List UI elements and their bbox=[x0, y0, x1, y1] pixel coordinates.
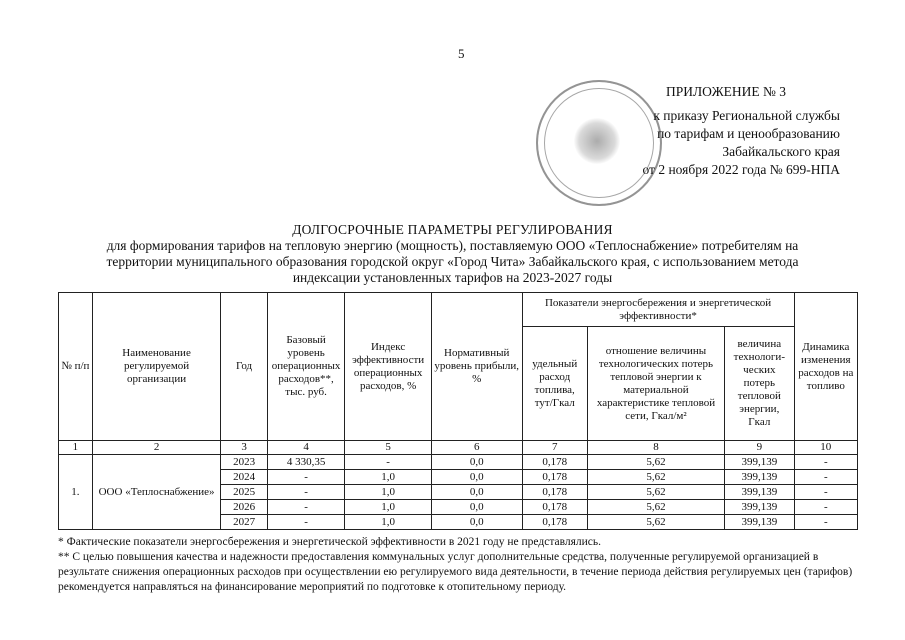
cell-ratio: 5,62 bbox=[587, 470, 724, 485]
header-efficiency-index: Индекс эффективности операционных расходов, % bbox=[345, 293, 431, 441]
cell-base: - bbox=[267, 485, 345, 500]
footnote-2: ** С целью повышения качества и надежности предоставления коммунальных услуг дополнительные средства, полученные регулируемой организацией в результате снижения операционных расходов при осуществлении ею регулируемого вида деятельности, в течение периода действия регулируемых цен (тарифов) рекомендуется направляться на финансирование мероприятий по подготовке к отопительному периоду. bbox=[58, 551, 853, 593]
header-energy-group: Показатели энергосбережения и энергетической эффективности* bbox=[522, 293, 794, 327]
cell-index: 1,0 bbox=[345, 500, 431, 515]
cell-base: - bbox=[267, 515, 345, 530]
header-year: Год bbox=[221, 293, 267, 441]
document-title bbox=[40, 222, 865, 286]
column-number: 7 bbox=[522, 441, 587, 455]
header-profit-level: Нормативный уровень прибыли, % bbox=[431, 293, 522, 441]
cell-year: 2023 bbox=[221, 455, 267, 470]
title-line: для формирования тарифов на тепловую энергию (мощность), поставляемую ООО «Теплоснабжение» потребителям на bbox=[106, 238, 799, 253]
cell-ratio: 5,62 bbox=[587, 500, 724, 515]
header-fuel-consumption: удельный расход топлива, тут/Гкал bbox=[522, 327, 587, 441]
cell-dynamics: - bbox=[794, 485, 857, 500]
footnotes bbox=[58, 535, 858, 595]
cell-year: 2025 bbox=[221, 485, 267, 500]
appendix-heading: ПРИЛОЖЕНИЕ № 3 bbox=[666, 84, 787, 99]
header-fuel-dynamics: Динамика изменения расходов на топливо bbox=[794, 293, 857, 441]
cell-profit: 0,0 bbox=[431, 485, 522, 500]
header-losses: величина технологи-ческих потерь тепловой энергии, Гкал bbox=[725, 327, 795, 441]
cell-ratio: 5,62 bbox=[587, 485, 724, 500]
parameters-table bbox=[58, 292, 858, 530]
column-number: 10 bbox=[794, 441, 857, 455]
column-number: 1 bbox=[59, 441, 93, 455]
column-number: 2 bbox=[92, 441, 221, 455]
cell-losses: 399,139 bbox=[725, 455, 795, 470]
cell-index: 1,0 bbox=[345, 485, 431, 500]
cell-profit: 0,0 bbox=[431, 500, 522, 515]
cell-base: 4 330,35 bbox=[267, 455, 345, 470]
cell-year: 2024 bbox=[221, 470, 267, 485]
appendix-line: по тарифам и ценообразованию bbox=[657, 126, 840, 141]
appendix-block bbox=[600, 83, 840, 179]
cell-year: 2026 bbox=[221, 500, 267, 515]
column-number: 9 bbox=[725, 441, 795, 455]
cell-losses: 399,139 bbox=[725, 485, 795, 500]
cell-ratio: 5,62 bbox=[587, 455, 724, 470]
cell-profit: 0,0 bbox=[431, 470, 522, 485]
title-line: индексации установленных тарифов на 2023-2027 годы bbox=[292, 270, 613, 285]
cell-base: - bbox=[267, 470, 345, 485]
cell-fuel: 0,178 bbox=[522, 515, 587, 530]
cell-fuel: 0,178 bbox=[522, 485, 587, 500]
appendix-line: к приказу Региональной службы bbox=[653, 108, 840, 123]
header-organization: Наименование регулируемой организации bbox=[92, 293, 221, 441]
column-number: 3 bbox=[221, 441, 267, 455]
row-number: 1. bbox=[59, 455, 93, 530]
column-number: 6 bbox=[431, 441, 522, 455]
header-loss-ratio: отношение величины технологических потерь тепловой энергии к материальной характеристике тепловой сети, Гкал/м² bbox=[587, 327, 724, 441]
cell-fuel: 0,178 bbox=[522, 470, 587, 485]
cell-dynamics: - bbox=[794, 515, 857, 530]
organization-name: ООО «Теплоснабжение» bbox=[92, 455, 221, 530]
cell-profit: 0,0 bbox=[431, 515, 522, 530]
cell-year: 2027 bbox=[221, 515, 267, 530]
appendix-line: Забайкальского края bbox=[722, 144, 840, 159]
cell-index: - bbox=[345, 455, 431, 470]
cell-index: 1,0 bbox=[345, 470, 431, 485]
table-row bbox=[59, 455, 858, 470]
column-number: 5 bbox=[345, 441, 431, 455]
header-base-level: Базовый уровень операционных расходов**, тыс. руб. bbox=[267, 293, 345, 441]
cell-losses: 399,139 bbox=[725, 515, 795, 530]
appendix-line: от 2 ноября 2022 года № 699-НПА bbox=[642, 162, 840, 177]
cell-dynamics: - bbox=[794, 500, 857, 515]
cell-fuel: 0,178 bbox=[522, 500, 587, 515]
column-number: 4 bbox=[267, 441, 345, 455]
cell-profit: 0,0 bbox=[431, 455, 522, 470]
title-main: ДОЛГОСРОЧНЫЕ ПАРАМЕТРЫ РЕГУЛИРОВАНИЯ bbox=[292, 222, 613, 237]
cell-dynamics: - bbox=[794, 455, 857, 470]
footnote-1: * Фактические показатели энергосбережения и энергетической эффективности в 2021 году не представлялись. bbox=[58, 536, 602, 548]
page-number: 5 bbox=[458, 46, 465, 61]
header-num: № п/п bbox=[59, 293, 93, 441]
cell-losses: 399,139 bbox=[725, 470, 795, 485]
cell-index: 1,0 bbox=[345, 515, 431, 530]
column-number: 8 bbox=[587, 441, 724, 455]
title-line: территории муниципального образования городской округ «Город Чита» Забайкальского края, с использованием метода bbox=[106, 254, 799, 269]
cell-fuel: 0,178 bbox=[522, 455, 587, 470]
cell-losses: 399,139 bbox=[725, 500, 795, 515]
cell-ratio: 5,62 bbox=[587, 515, 724, 530]
cell-base: - bbox=[267, 500, 345, 515]
cell-dynamics: - bbox=[794, 470, 857, 485]
